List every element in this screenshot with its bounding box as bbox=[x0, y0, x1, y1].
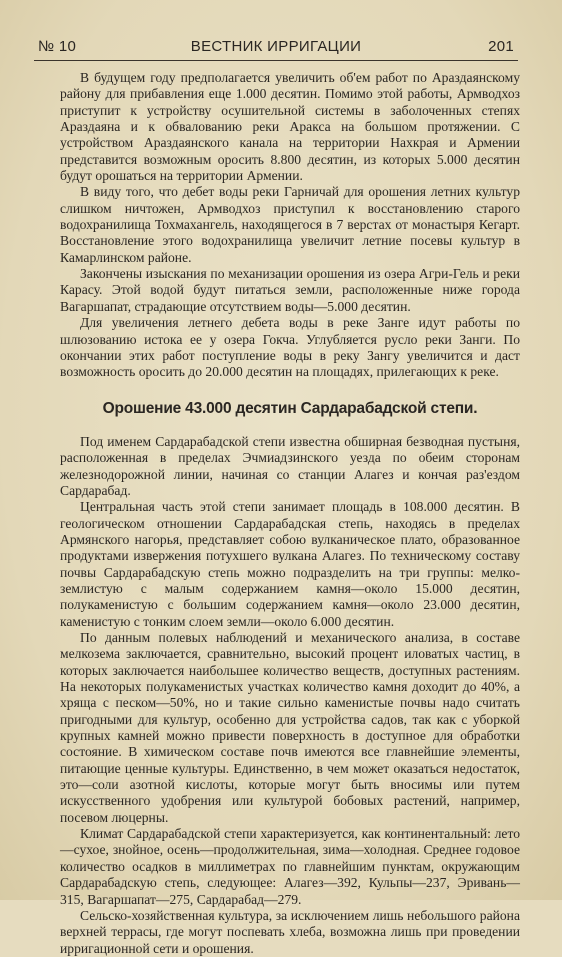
section-heading: Орошение 43.000 десятин Сардарабадской степи. bbox=[102, 399, 478, 417]
paragraph: Под именем Сардарабадской степи известна обширная безводная пустыня, расположенная в пределах Эчмиадзинского уезда по обеим сторонам железнодорожной линии, начиная со станции Алагез и кончая раз'ездом Сардарабад. bbox=[60, 433, 520, 498]
paragraph: По данным полевых наблюдений и механического анализа, в составе мелкозема заключается, сравнительно, высокий процент иловатых частиц, в которых заключается наибольшее количество веществ, доступных растениям. На некоторых полукаменистых участках количество камня доходит до 40%, а хряща с песком—50%, но и такие сильно каменистые почвы надо считать пригодными для культур, особенно для устройства садов, так как с уборкой крупных камней можно привести поверхность в доступное для обработки состояние. В химическом составе почв имеются все главнейшие элементы, питающие ценные культуры. Единственно, в чем может оказаться недостаток, это—соли азотной кислоты, которые могут быть вносимы или путем искусственного удобрения или культурой бобовых растений, например, посевом люцерны. bbox=[60, 630, 520, 825]
journal-title: ВЕСТНИК ИРРИГАЦИИ bbox=[190, 38, 362, 55]
paragraph: В виду того, что дебет воды реки Гарничай для орошения летних культур слишком ничтожен, Армводхоз приступил к восстановлению старого водохранилища Тохмахангель, находящегося в 7 верстах от монастыря Кегарт. Восстановление этого водохранилища увеличит летние посевы культур в Камарлинском районе. bbox=[60, 184, 520, 265]
paragraph: Сельско-хозяйственная культура, за исключением лишь небольшого района верхней террасы, где могут поспевать хлеба, возможна лишь при проведении ирригационной сети и орошения. bbox=[60, 907, 520, 956]
page-number: 201 bbox=[488, 38, 514, 55]
paragraph: Для увеличения летнего дебета воды в реке Занге идут работы по шлюзованию истока ее у озера Гокча. Углубляется русло реки Занги. По окончании этих работ поступление воды в реку Зангу увеличится и даст возможность оросить до 20.000 десятин на площадях, прилегающих к реке. bbox=[60, 315, 520, 380]
paragraph: Центральная часть этой степи занимает площадь в 108.000 десятин. В геологическом отношении Сардарабадская степь, находясь в пределах Армянского нагорья, представляет собою вулканическое плато, образованное продуктами извержения потухшего вулкана Алагез. По техническому составу почвы Сардарабадскую степь можно подразделить на три группы: мелко-землистую с малым содержанием камня—около 15.000 десятин, полукаменистую с большим содержанием камня—около 23.000 десятин, каменистую с тонким слоем земли—около 6.000 десятин. bbox=[60, 499, 520, 629]
paragraph: Климат Сардарабадской степи характеризуется, как континентальный: лето—сухое, знойное, осень—продолжительная, зима—холодная. Среднее годовое количество осадков в миллиметрах по главнейшим пунктам, окружающим Сардарабадскую степь, следующее: Алагез—392, Кульпы—237, Эривань—315, Вагаршапат—275, Сардарабад—279. bbox=[60, 826, 520, 907]
issue-number: № 10 bbox=[38, 38, 77, 55]
article-body bbox=[60, 70, 520, 957]
running-header bbox=[34, 34, 518, 61]
paragraph: Закончены изыскания по механизации орошения из озера Агри-Гель и реки Карасу. Этой водой будут питаться земли, расположенные ниже города Вагаршапат, страдающие отсутствием воды—5.000 десятин. bbox=[60, 266, 520, 314]
paragraph: В будущем году предполагается увеличить об'ем работ по Араздаянскому району для прибавления еще 1.000 десятин. Помимо этой работы, Армводхоз приступит к устройству осушительной системы в заболоченных степях Араздаяна и к обвалованию реки Аракса на большом протяжении. С устройством Араздаянского канала на территории Нахкрая и Армении представится возможным оросить 8.800 десятин, из которых 5.000 десятин будут орошаться на территории Армении. bbox=[60, 70, 520, 184]
